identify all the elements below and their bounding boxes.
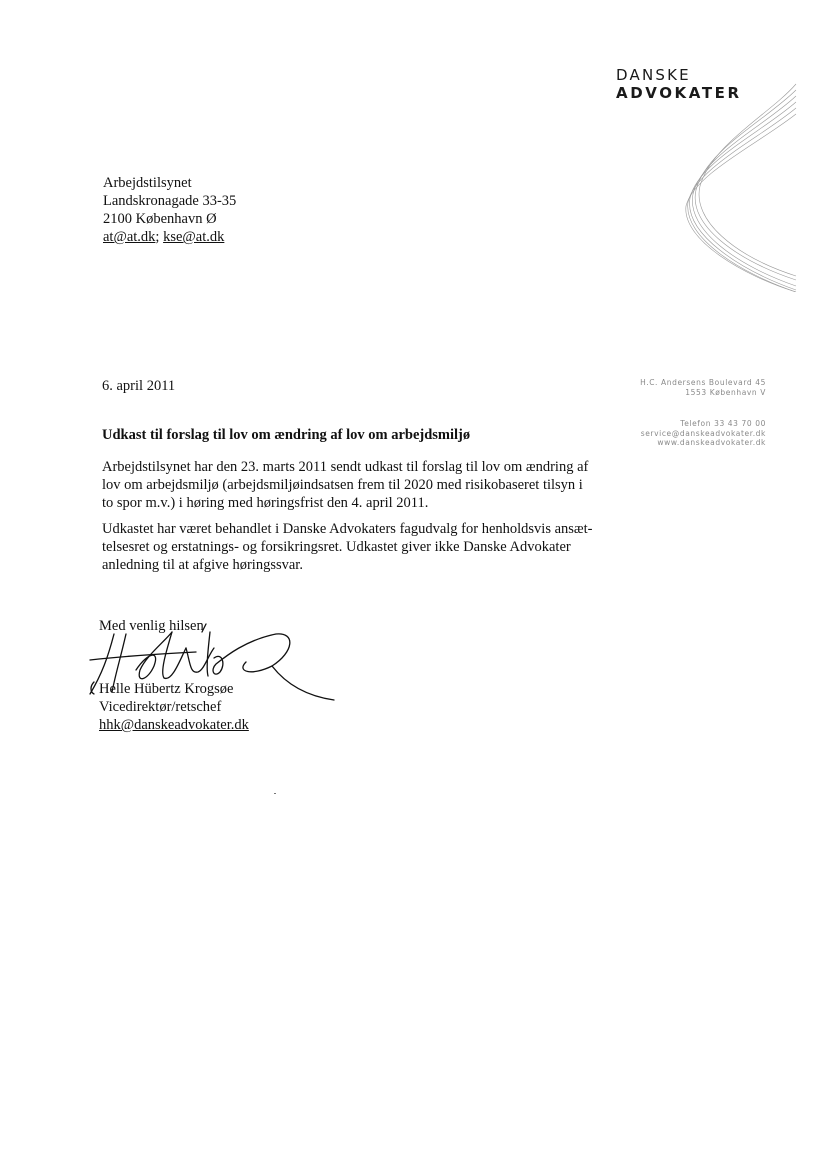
body-paragraph-1 xyxy=(102,458,588,512)
signer-title: Vicedirektør/retschef xyxy=(99,699,222,715)
letter-subject: Udkast til forslag til lov om ændring af lov om arbejdsmiljø xyxy=(102,427,471,443)
logo-swoosh-graphic xyxy=(676,80,798,292)
logo-line-1: DANSKE xyxy=(616,66,691,84)
closing-phrase: Med venlig hilsen xyxy=(99,618,204,634)
sender-email: service@danskeadvokater.dk xyxy=(640,428,766,438)
recipient-city: 2100 København Ø xyxy=(103,211,217,227)
sender-web: www.danskeadvokater.dk xyxy=(657,438,766,447)
body-paragraph-2 xyxy=(102,520,592,574)
signer-name: Helle Hübertz Krogsøe xyxy=(99,681,234,697)
sender-city: 1553 København V xyxy=(685,387,766,397)
recipient-address xyxy=(103,174,236,246)
logo-line-2: ADVOKATER xyxy=(616,84,742,102)
sender-contact-info xyxy=(636,378,766,448)
recipient-name: Arbejdstilsynet xyxy=(103,175,192,191)
paragraph-line: lov om arbejdsmiljø (arbejdsmiljøindsatsen frem til 2020 med risikobaseret tilsyn i xyxy=(102,477,583,493)
paragraph-line: Udkastet har været behandlet i Danske Advokaters fagudvalg for henholdsvis ansæt- xyxy=(102,521,593,537)
paragraph-line: anledning til at afgive høringssvar. xyxy=(102,557,303,573)
signer-email-link[interactable]: hhk@danskeadvokater.dk xyxy=(99,717,249,733)
paragraph-line: telsesret og erstatnings- og forsikringsret. Udkastet giver ikke Danske Advokater xyxy=(102,539,571,555)
handwritten-signature xyxy=(86,612,336,712)
paragraph-line: Arbejdstilsynet har den 23. marts 2011 sendt udkast til forslag til lov om ændring af xyxy=(102,459,589,475)
email-separator: ; xyxy=(155,229,164,245)
scan-speck xyxy=(274,793,276,794)
sender-street: H.C. Andersens Boulevard 45 xyxy=(640,378,766,387)
sender-phone: Telefon 33 43 70 00 xyxy=(680,419,766,428)
letter-date: 6. april 2011 xyxy=(102,378,176,394)
recipient-email-link-2[interactable]: kse@at.dk xyxy=(163,229,225,245)
recipient-emails xyxy=(103,228,236,246)
recipient-email-link-1[interactable]: at@at.dk xyxy=(103,229,156,245)
paragraph-line: to spor m.v.) i høring med høringsfrist den 4. april 2011. xyxy=(102,495,429,511)
recipient-street: Landskronagade 33-35 xyxy=(103,193,237,209)
